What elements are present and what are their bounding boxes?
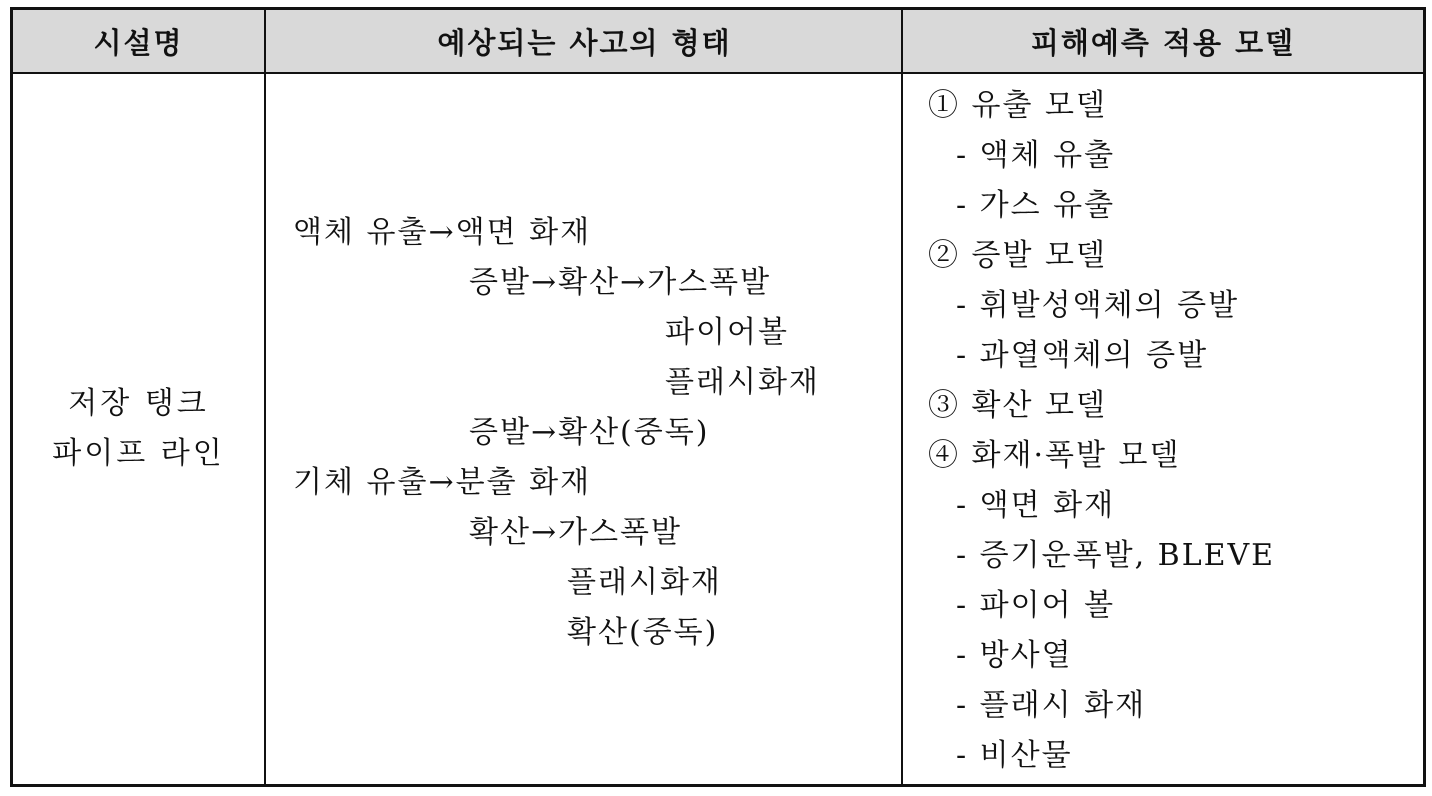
model-heading: ② 증발 모델 (928, 238, 1107, 273)
model-heading: ① 유출 모델 (928, 88, 1107, 123)
accident-line: 파이어볼 (665, 315, 789, 350)
accident-line: 증발→확산→가스폭발 (469, 265, 772, 300)
column-divider-1 (264, 10, 266, 784)
header-applied-model: 피해예측 적용 모델 (1030, 25, 1296, 60)
accident-line: 확산→가스폭발 (469, 515, 683, 550)
header-facility: 시설명 (93, 25, 184, 60)
accident-line: 액체 유출→액면 화재 (293, 215, 592, 250)
model-item: - 증기운폭발, BLEVE (956, 538, 1276, 573)
facility-cell (13, 74, 264, 784)
accident-line: 플래시화재 (665, 365, 820, 400)
facility-name-line-2: 파이프 라인 (52, 436, 225, 471)
model-heading: ③ 확산 모델 (928, 388, 1107, 423)
accident-line: 확산(중독) (567, 615, 719, 650)
applied-model-cell (904, 74, 1423, 784)
model-item: - 휘발성액체의 증발 (956, 288, 1240, 323)
accident-line: 플래시화재 (567, 565, 722, 600)
accident-line: 기체 유출→분출 화재 (293, 465, 592, 500)
model-item: - 가스 유출 (956, 188, 1116, 223)
model-item: - 파이어 볼 (956, 588, 1116, 623)
table-header-row (13, 10, 1423, 74)
model-item: - 액체 유출 (956, 138, 1116, 173)
model-heading: ④ 화재·폭발 모델 (928, 438, 1181, 473)
accident-line: 증발→확산(중독) (469, 415, 710, 450)
model-item: - 과열액체의 증발 (956, 338, 1209, 373)
model-item: - 액면 화재 (956, 488, 1116, 523)
damage-prediction-table (10, 7, 1426, 787)
accident-type-cell (267, 74, 903, 784)
facility-name-line-1: 저장 탱크 (68, 386, 209, 421)
model-item: - 비산물 (956, 738, 1073, 773)
header-accident-type: 예상되는 사고의 형태 (437, 25, 732, 60)
model-item: - 방사열 (956, 638, 1073, 673)
model-item: - 플래시 화재 (956, 688, 1147, 723)
